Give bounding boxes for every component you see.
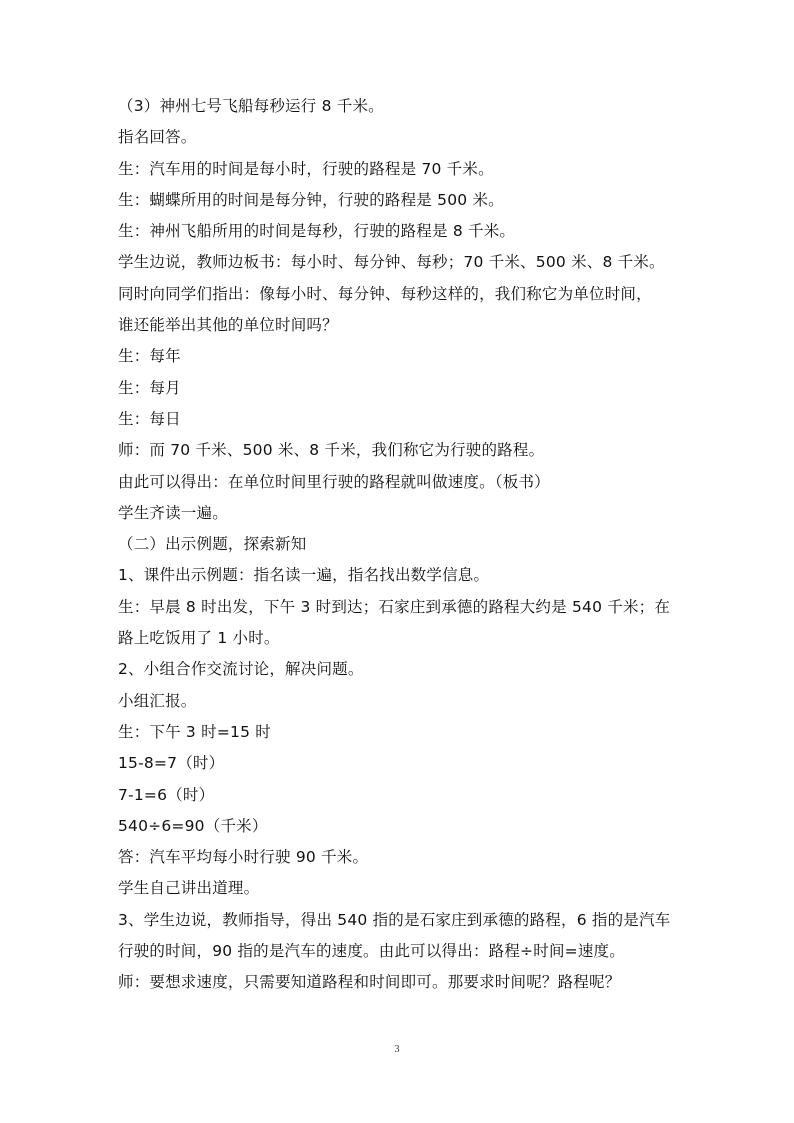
page-number: 3 — [394, 1044, 400, 1055]
text-line: 路上吃饭用了 1 小时。 — [118, 629, 280, 648]
text-line: 学生边说，教师边板书：每小时、每分钟、每秒；70 千米、500 米、8 千米。 — [118, 253, 665, 272]
text-line: 同时向同学们指出：像每小时、每分钟、每秒这样的，我们称它为单位时间， — [118, 284, 652, 303]
text-line: 师：要想求速度，只需要知道路程和时间即可。那要求时间呢？路程呢？ — [118, 973, 621, 992]
text-line: 学生自己讲出道理。 — [118, 879, 260, 898]
text-line: 3、学生边说，教师指导，得出 540 指的是石家庄到承德的路程，6 指的是汽车 — [118, 910, 671, 929]
text-line: 学生齐读一遍。 — [118, 503, 228, 522]
text-line: 谁还能举出其他的单位时间吗？ — [118, 316, 338, 335]
text-line: 由此可以得出：在单位时间里行驶的路程就叫做速度。（板书） — [118, 472, 550, 491]
text-line: 行驶的时间，90 指的是汽车的速度。由此可以得出：路程÷时间=速度。 — [118, 942, 625, 961]
text-line: 生：每日 — [118, 409, 181, 428]
text-line: （3）神州七号飞船每秒运行 8 千米。 — [118, 97, 384, 115]
section-heading: （二）出示例题，探索新知 — [118, 535, 307, 554]
text-line: 指名回答。 — [118, 128, 197, 147]
text-line: 答：汽车平均每小时行驶 90 千米。 — [118, 848, 369, 867]
text-line: 生：汽车用的时间是每小时，行驶的路程是 70 千米。 — [118, 159, 494, 178]
equation-line: 7-1=6（时） — [118, 785, 215, 804]
text-line: 生：蝴蝶所用的时间是每分钟，行驶的路程是 500 米。 — [118, 190, 504, 209]
equation-line: 540÷6=90（千米） — [118, 816, 268, 835]
text-line: 生：每年 — [118, 347, 181, 366]
equation-line: 15-8=7（时） — [118, 754, 225, 773]
text-line: 1、课件出示例题：指名读一遍，指名找出数学信息。 — [118, 566, 490, 585]
text-line: 生：每月 — [118, 378, 181, 397]
text-line: 2、小组合作交流讨论，解决问题。 — [118, 660, 364, 679]
text-line: 生：下午 3 时=15 时 — [118, 722, 271, 741]
document-body — [118, 91, 678, 999]
text-line: 师：而 70 千米、500 米、8 千米，我们称它为行驶的路程。 — [118, 441, 545, 460]
text-line: 小组汇报。 — [118, 691, 197, 710]
text-line: 生：早晨 8 时出发，下午 3 时到达；石家庄到承德的路程大约是 540 千米；在 — [118, 597, 671, 616]
text-line: 生：神州飞船所用的时间是每秒，行驶的路程是 8 千米。 — [118, 222, 516, 241]
